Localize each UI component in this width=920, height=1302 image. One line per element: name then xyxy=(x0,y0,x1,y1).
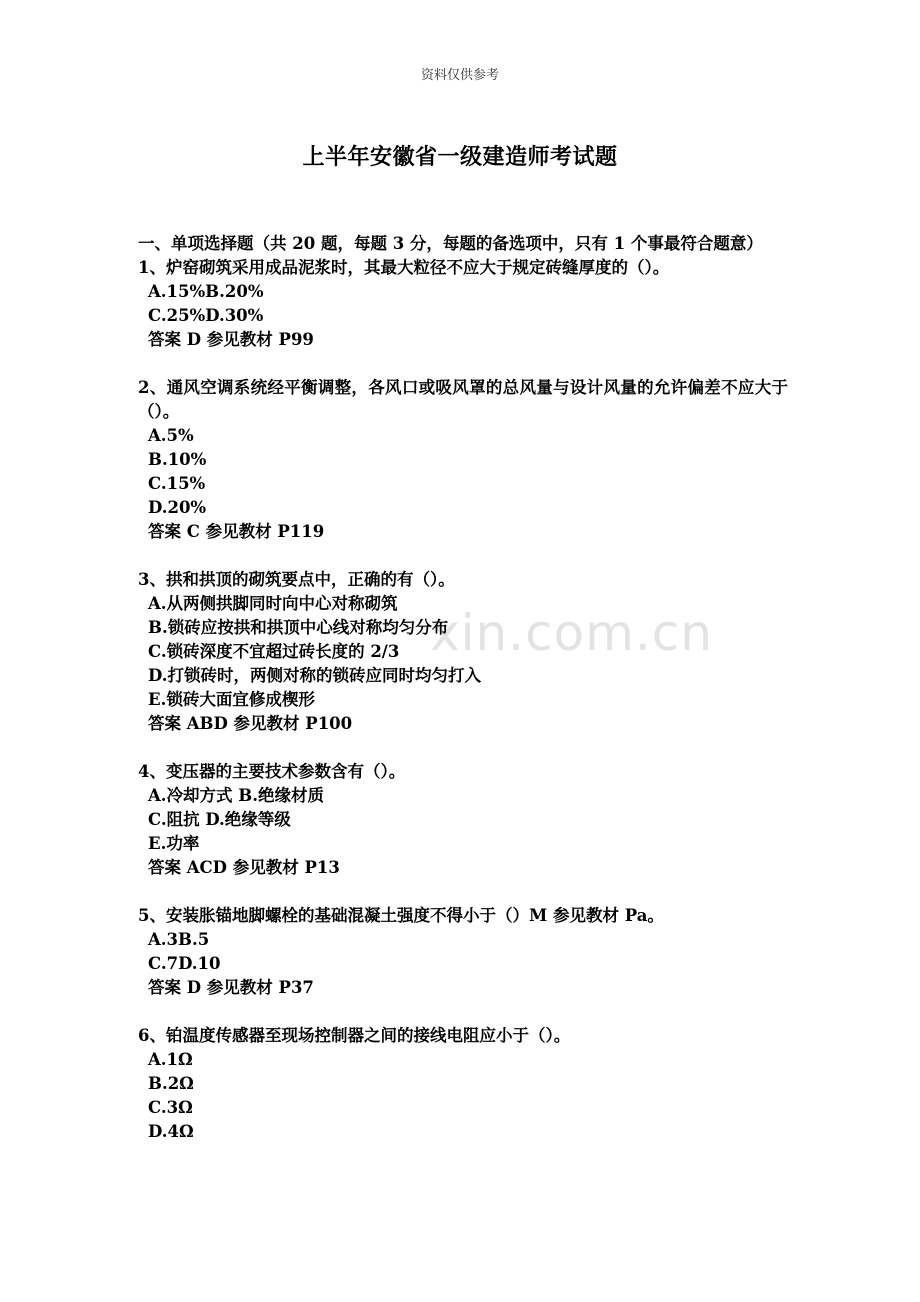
question-stem: 3、拱和拱顶的砌筑要点中，正确的有（）。 xyxy=(138,570,455,589)
answer-line: 答案 ABD 参见教材 P100 xyxy=(148,714,353,733)
option-line: C.锁砖深度不宜超过砖长度的 2/3 xyxy=(148,642,400,661)
question-2 xyxy=(138,376,788,544)
question-3 xyxy=(138,568,788,736)
question-4 xyxy=(138,760,788,880)
option-line: E.锁砖大面宜修成楔形 xyxy=(148,690,315,709)
question-5 xyxy=(138,904,788,1000)
question-1 xyxy=(138,256,788,352)
option-line: A.3B.5 xyxy=(148,930,210,949)
header-note: 资料仅供参考 xyxy=(420,68,499,83)
answer-line: 答案 ACD 参见教材 P13 xyxy=(148,858,340,877)
question-stem: 4、变压器的主要技术参数含有（）。 xyxy=(138,762,406,781)
answer-line: 答案 C 参见教材 P119 xyxy=(148,522,325,541)
option-line: B.2Ω xyxy=(148,1074,194,1093)
option-line: D.4Ω xyxy=(148,1122,194,1141)
option-line: B.10% xyxy=(148,450,207,469)
answer-line: 答案 D 参见教材 P37 xyxy=(148,978,314,997)
option-line: A.5% xyxy=(148,426,194,445)
option-line: C.阻抗 D.绝缘等级 xyxy=(148,810,291,829)
option-line: A.从两侧拱脚同时向中心对称砌筑 xyxy=(148,594,398,613)
option-line: C.3Ω xyxy=(148,1098,193,1117)
section-heading: 一、单项选择题（共 20 题，每题 3 分，每题的备选项中，只有 1 个事最符合题意） xyxy=(138,234,763,253)
option-line: A.1Ω xyxy=(148,1050,193,1069)
document-title: 上半年安徽省一级建造师考试题 xyxy=(302,144,618,170)
option-line: D.20% xyxy=(148,498,207,517)
option-line: A.冷却方式 B.绝缘材质 xyxy=(148,786,324,805)
document-body xyxy=(138,232,788,1168)
option-line: C.25%D.30% xyxy=(148,306,264,325)
question-stem: 5、安装胀锚地脚螺栓的基础混凝土强度不得小于（）M 参见教材 Pa。 xyxy=(138,906,664,925)
watermark: xin.com.cn xyxy=(430,604,713,662)
option-line: D.打锁砖时，两侧对称的锁砖应同时均匀打入 xyxy=(148,666,481,685)
question-stem: 2、通风空调系统经平衡调整，各风口或吸风罩的总风量与设计风量的允许偏差不应大于（）。 xyxy=(138,378,788,421)
option-line: A.15%B.20% xyxy=(148,282,264,301)
option-line: B.锁砖应按拱和拱顶中心线对称均匀分布 xyxy=(148,618,449,637)
question-stem: 6、铂温度传感器至现场控制器之间的接线电阻应小于（）。 xyxy=(138,1026,571,1045)
question-stem: 1、炉窑砌筑采用成品泥浆时，其最大粒径不应大于规定砖缝厚度的（）。 xyxy=(138,258,670,277)
question-6 xyxy=(138,1024,788,1144)
option-line: C.7D.10 xyxy=(148,954,221,973)
option-line: C.15% xyxy=(148,474,206,493)
answer-line: 答案 D 参见教材 P99 xyxy=(148,330,314,349)
option-line: E.功率 xyxy=(148,834,200,853)
